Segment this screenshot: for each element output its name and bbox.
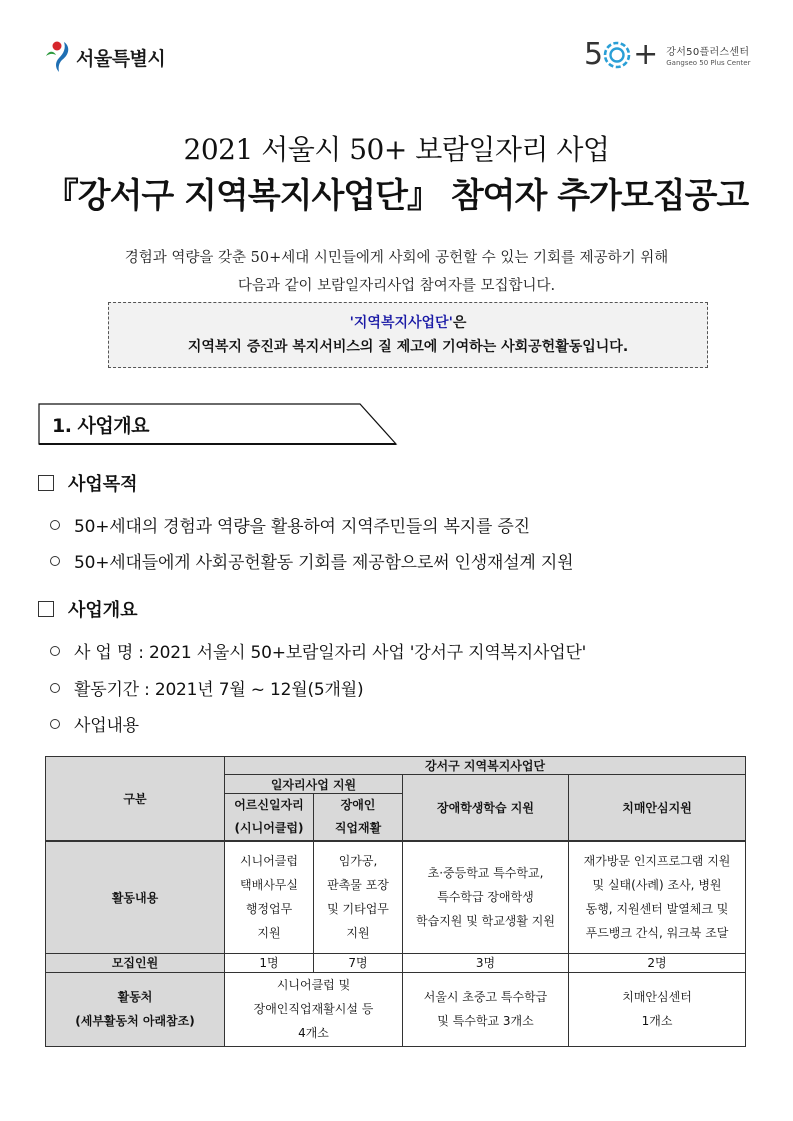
recruit-col1: 1명 <box>225 953 314 972</box>
callout-highlight: '지역복지사업단' <box>349 315 453 331</box>
circle-bullet-icon <box>50 646 60 656</box>
overview-item <box>50 638 586 663</box>
purpose-item-text: 50+세대들에게 사회공헌활동 기회를 제공함으로써 인생재설계 지원 <box>74 553 574 573</box>
header-group: 강서구 지역복지사업단 <box>225 757 746 775</box>
cell-line: 및 실태(사례) 조사, 병원 <box>592 878 722 893</box>
center-name-en: Gangseo 50 Plus Center <box>666 59 751 67</box>
callout-line-1 <box>109 311 707 335</box>
location-col3 <box>403 972 569 1046</box>
cell-line: 초·중등학교 특수학교, <box>427 866 544 881</box>
overview-item <box>50 675 363 700</box>
purpose-heading <box>38 470 138 496</box>
purpose-item <box>50 512 530 537</box>
header-col1 <box>225 794 314 842</box>
cell-line: 서울시 초중고 특수학급 <box>423 990 548 1004</box>
purpose-item-text: 50+세대의 경험과 역량을 활용하여 지역주민들의 복지를 증진 <box>74 517 530 537</box>
cell-line: 지원 <box>346 926 370 941</box>
table-header-row <box>46 757 746 775</box>
recruit-col2: 7명 <box>314 953 403 972</box>
activity-col3 <box>403 841 569 953</box>
cell-line: 동행, 지원센터 발열체크 및 <box>585 902 729 917</box>
location-label-line2: (세부활동처 아래참조) <box>75 1014 195 1028</box>
table-row-activity <box>46 841 746 953</box>
seoul-city-logo <box>44 40 165 74</box>
cell-line: 및 특수학교 3개소 <box>437 1014 534 1028</box>
overview-item <box>50 711 139 736</box>
overview-item-text: 사 업 명 : 2021 서울시 50+보람일자리 사업 '강서구 지역복지사업단' <box>74 643 587 663</box>
location-label-line1: 활동처 <box>117 990 153 1004</box>
overview-item-text: 활동기간 : 2021년 7월 ~ 12월(5개월) <box>74 680 364 700</box>
cell-line: 푸드뱅크 간식, 워크북 조달 <box>585 926 729 941</box>
cell-line: 특수학급 장애학생 <box>437 890 534 905</box>
cell-line: 행정업무 <box>245 902 293 917</box>
cell-line: 재가방문 인지프로그램 지원 <box>583 854 731 869</box>
cell-line: 임가공, <box>338 854 378 869</box>
recruit-col4: 2명 <box>569 953 746 972</box>
activity-col2 <box>314 841 403 953</box>
seoul-city-name: 서울특별시 <box>76 47 166 70</box>
circle-bullet-icon <box>50 520 60 530</box>
header-col2-line1: 장애인 <box>340 798 376 812</box>
section-header <box>38 403 398 445</box>
table-row-location <box>46 972 746 1046</box>
header-col2 <box>314 794 403 842</box>
page-subtitle: 2021 서울시 50+ 보람일자리 사업 <box>183 133 610 166</box>
intro-line-2: 다음과 같이 보람일자리사업 참여자를 모집합니다. <box>237 278 556 294</box>
overview-heading-text: 사업개요 <box>68 600 138 621</box>
location-col4 <box>569 972 746 1046</box>
intro-text <box>0 244 793 300</box>
row-label-location <box>46 972 225 1046</box>
header-col2-line2: 직업재활 <box>334 821 382 835</box>
business-content-table <box>45 756 746 1047</box>
purpose-heading-text: 사업목적 <box>68 474 138 495</box>
logo-plus: + <box>633 37 659 72</box>
cell-line: 시니어클럽 <box>240 854 298 869</box>
header-col1-line2: (시니어클럽) <box>234 821 304 835</box>
logo-number: 5 <box>584 37 604 72</box>
overview-heading <box>38 596 138 622</box>
row-label-activity: 활동내용 <box>46 841 225 953</box>
header-category: 구분 <box>46 757 225 842</box>
cell-line: 지원 <box>257 926 281 941</box>
overview-item-text: 사업내용 <box>74 716 139 736</box>
cell-line: 1개소 <box>641 1014 673 1028</box>
circle-bullet-icon <box>50 719 60 729</box>
activity-col4 <box>569 841 746 953</box>
ring-icon <box>603 41 631 69</box>
header-col3: 장애학생학습 지원 <box>403 775 569 842</box>
seoul-city-logo-icon <box>44 40 72 74</box>
cell-line: 택배사무실 <box>240 878 298 893</box>
square-bullet-icon <box>38 601 54 617</box>
cell-line: 장애인직업재활시설 등 <box>253 1002 374 1016</box>
purpose-item <box>50 548 573 573</box>
header-col1-line1: 어르신일자리 <box>234 798 304 812</box>
page-title: 『강서구 지역복지사업단』 참여자 추가모집공고 <box>44 176 749 216</box>
cell-line: 학습지원 및 학교생활 지원 <box>416 914 555 929</box>
circle-bullet-icon <box>50 683 60 693</box>
callout-suffix: 은 <box>452 315 467 331</box>
cell-line: 판촉물 포장 <box>327 878 389 893</box>
location-col12 <box>225 972 403 1046</box>
cell-line: 및 기타업무 <box>327 902 389 917</box>
table-row-recruit <box>46 953 746 972</box>
header-col4: 치매안심지원 <box>569 775 746 842</box>
intro-line-1: 경험과 역량을 갖춘 50+세대 시민들에게 사회에 공헌할 수 있는 기회를 제공하기 위해 <box>124 250 669 266</box>
row-label-recruit: 모집인원 <box>46 953 225 972</box>
recruit-col3: 3명 <box>403 953 569 972</box>
center-name-ko: 강서50플러스센터 <box>666 47 750 58</box>
callout-box <box>108 302 708 368</box>
circle-bullet-icon <box>50 556 60 566</box>
gangseo-50plus-logo <box>584 37 751 72</box>
cell-line: 시니어클럽 및 <box>276 978 351 992</box>
section-title: 1. 사업개요 <box>52 415 149 437</box>
cell-line: 4개소 <box>298 1026 329 1040</box>
header-subgroup: 일자리사업 지원 <box>225 775 403 794</box>
callout-line-2: 지역복지 증진과 복지서비스의 질 제고에 기여하는 사회공헌활동입니다. <box>187 339 629 355</box>
cell-line: 치매안심센터 <box>622 990 692 1004</box>
square-bullet-icon <box>38 475 54 491</box>
activity-col1 <box>225 841 314 953</box>
